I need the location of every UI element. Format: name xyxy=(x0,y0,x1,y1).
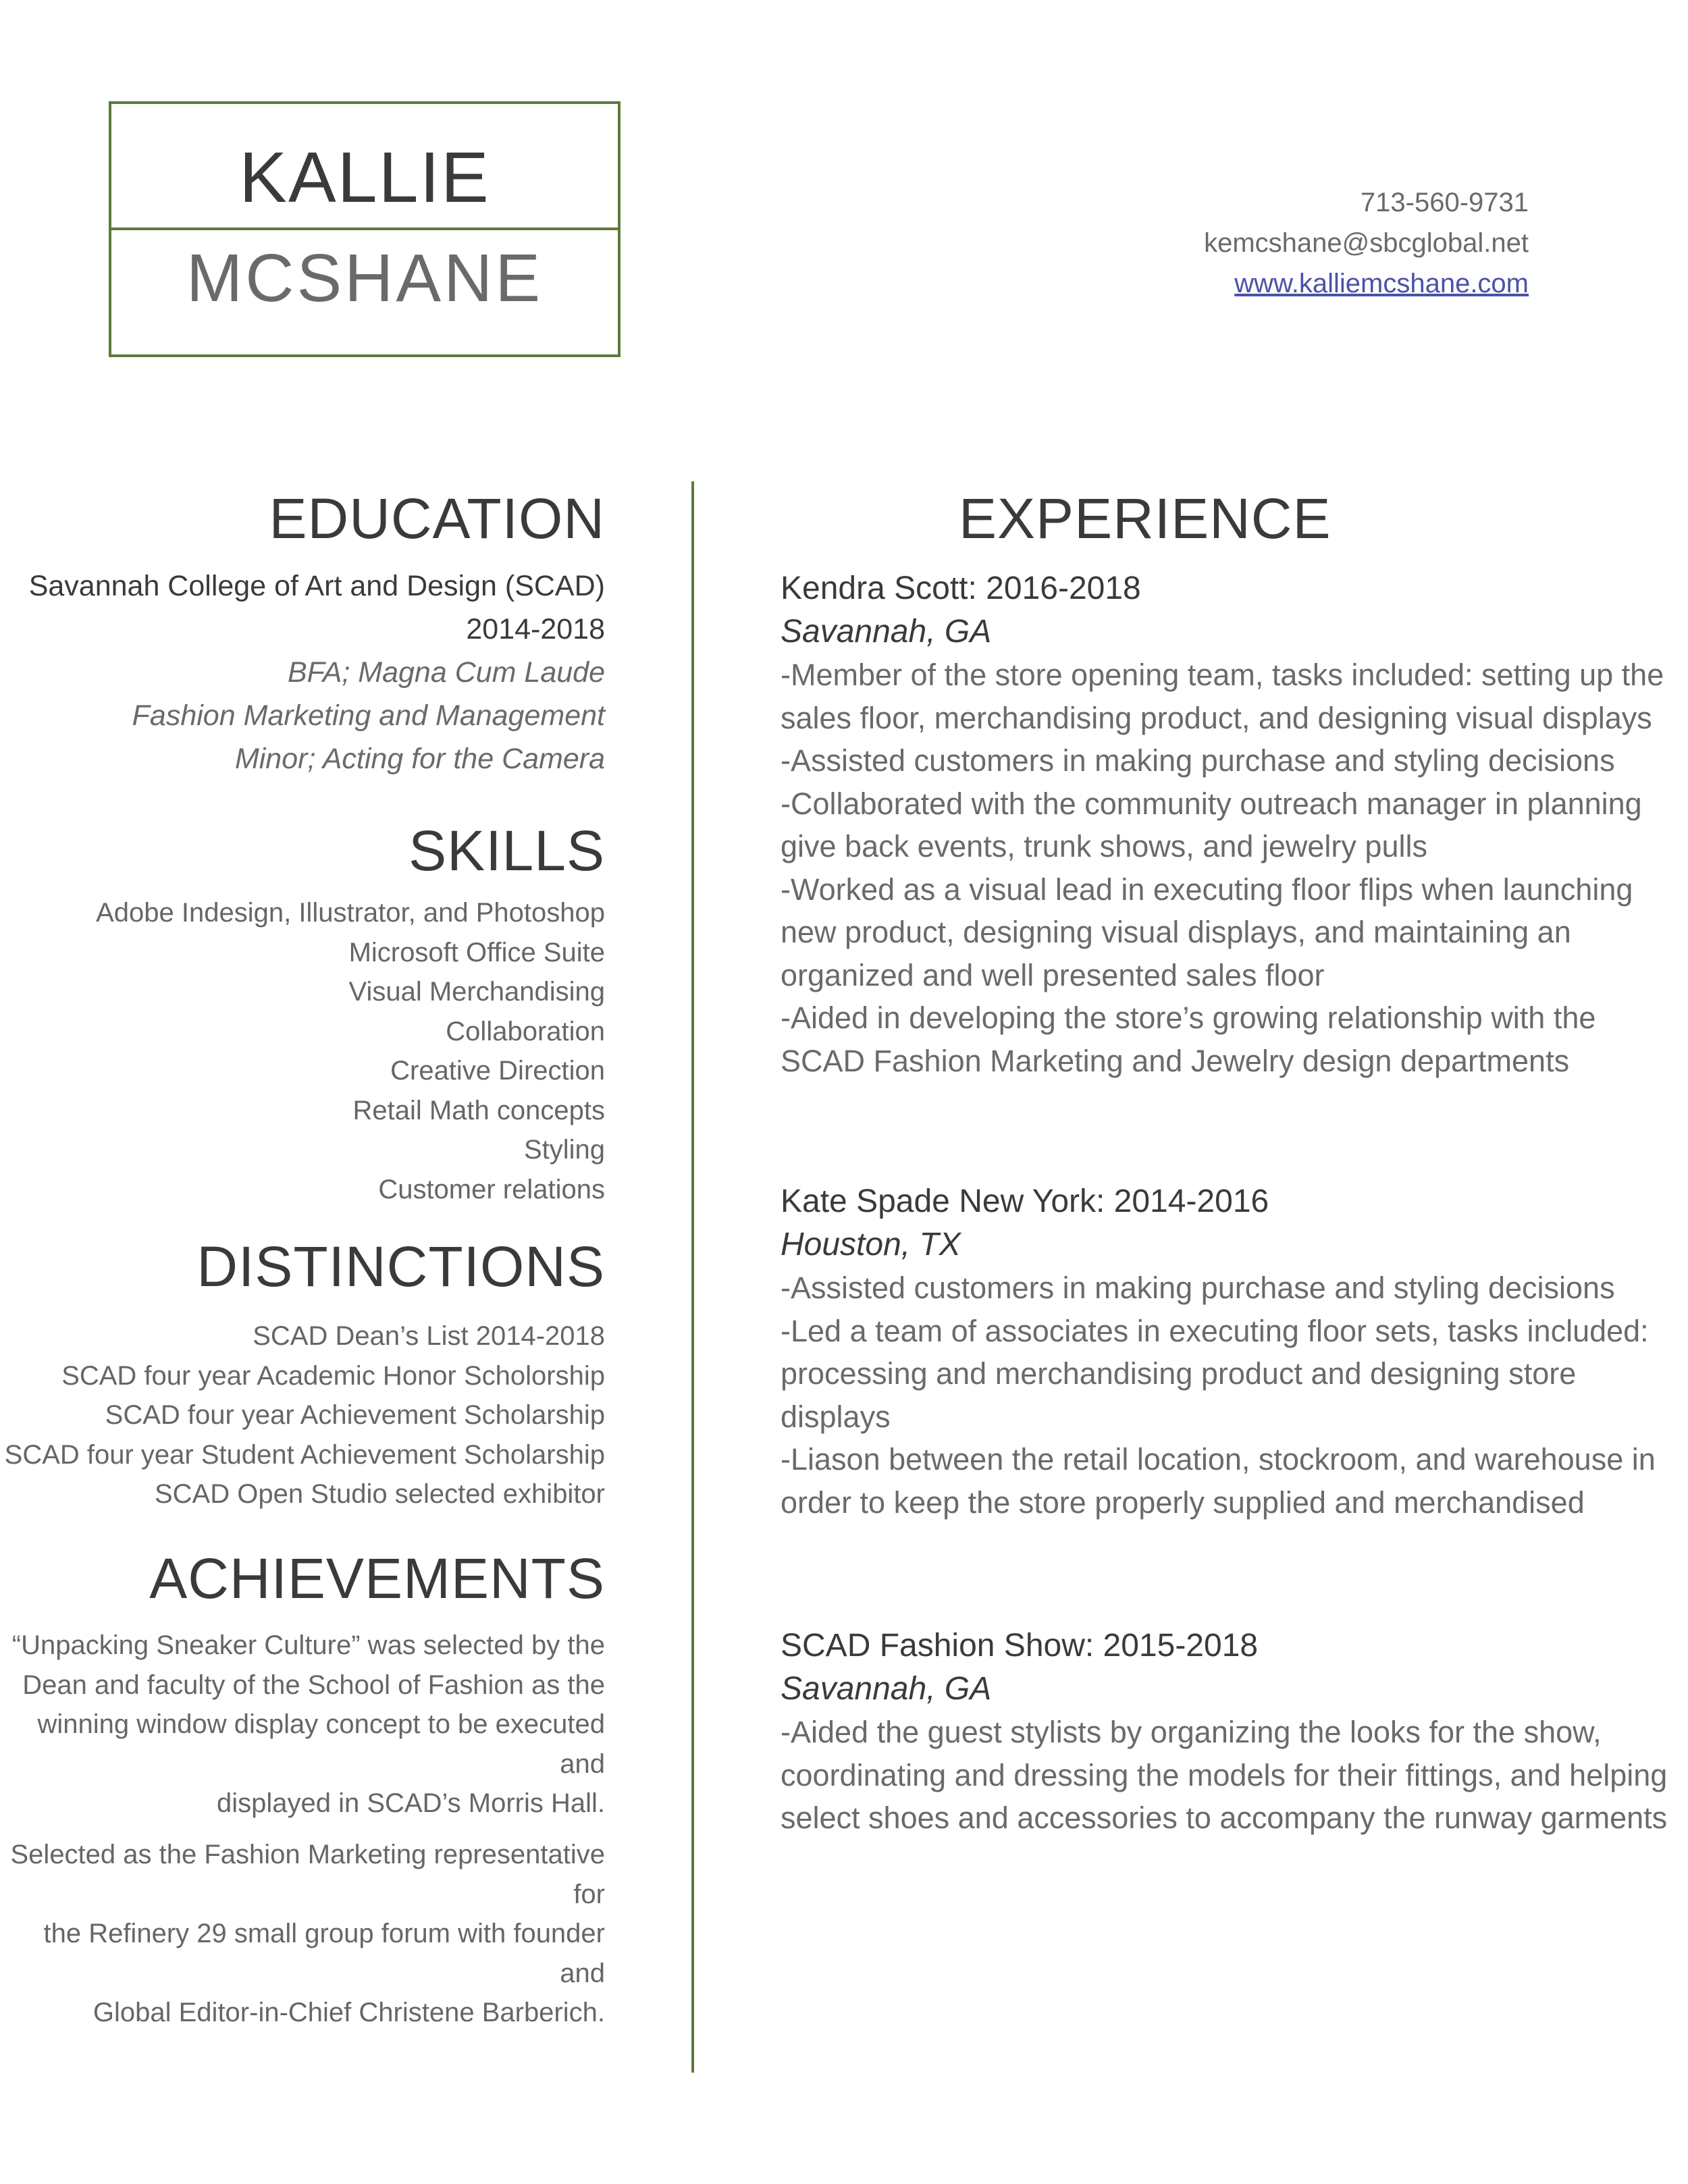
skill-item: Microsoft Office Suite xyxy=(348,937,605,967)
job-location: Savannah, GA xyxy=(781,1671,992,1707)
achievement-line: Dean and faculty of the School of Fashion as the xyxy=(22,1670,605,1700)
job-line: SCAD Fashion Marketing and Jewelry design departments xyxy=(781,1043,1570,1078)
job-line: new product, designing visual displays, and maintaining an xyxy=(781,915,1571,949)
skill-item: Customer relations xyxy=(378,1174,605,1204)
name-divider xyxy=(109,228,621,230)
skills-heading: SKILLS xyxy=(408,819,605,882)
distinction-item: SCAD Open Studio selected exhibitor xyxy=(154,1479,605,1509)
job-line: select shoes and accessories to accompany the runway garments xyxy=(781,1801,1668,1835)
achievement-line: Selected as the Fashion Marketing representative for xyxy=(10,1840,605,1909)
job-location: Savannah, GA xyxy=(781,614,992,649)
achievement-line: the Refinery 29 small group forum with founder and xyxy=(43,1919,605,1988)
job-line: -Member of the store opening team, tasks included: setting up the xyxy=(781,658,1664,692)
website-link[interactable]: www.kalliemcshane.com xyxy=(1234,269,1529,298)
skills-list xyxy=(96,893,605,1209)
achievement-line: Global Editor-in-Chief Christene Barberich. xyxy=(93,1998,605,2027)
skill-item: Visual Merchandising xyxy=(348,977,605,1007)
job-title: SCAD Fashion Show: 2015-2018 xyxy=(781,1628,1259,1663)
skill-item: Retail Math concepts xyxy=(352,1095,605,1125)
job-line: -Liason between the retail location, stockroom, and warehouse in xyxy=(781,1442,1656,1476)
job-line: -Assisted customers in making purchase and styling decisions xyxy=(781,1271,1615,1305)
job-line: organized and well presented sales floor xyxy=(781,957,1325,992)
experience-heading: EXPERIENCE xyxy=(959,487,1331,550)
achievement-paragraph-2 xyxy=(0,1835,605,2033)
job-line: give back events, trunk shows, and jewelry pulls xyxy=(781,829,1427,863)
phone-number: 713-560-9731 xyxy=(1360,188,1529,217)
job-line: sales floor, merchandising product, and designing visual displays xyxy=(781,700,1652,735)
minor: Minor; Acting for the Camera xyxy=(234,743,605,775)
job-description xyxy=(781,654,1664,1082)
contact-block xyxy=(1204,182,1529,304)
education-section xyxy=(29,564,605,780)
distinction-item: SCAD four year Student Achievement Scholarship xyxy=(4,1439,605,1470)
achievement-line: displayed in SCAD’s Morris Hall. xyxy=(217,1788,605,1818)
job-entry xyxy=(781,567,1664,1082)
job-entry xyxy=(781,1624,1667,1840)
skill-item: Adobe Indesign, Illustrator, and Photoshop xyxy=(96,898,605,928)
skill-item: Styling xyxy=(523,1135,605,1165)
job-title: Kendra Scott: 2016-2018 xyxy=(781,570,1141,606)
education-years: 2014-2018 xyxy=(466,613,605,645)
column-divider xyxy=(691,481,694,2073)
skill-item: Collaboration xyxy=(446,1016,605,1046)
major: Fashion Marketing and Management xyxy=(132,699,605,732)
job-description xyxy=(781,1711,1667,1840)
skill-item: Creative Direction xyxy=(390,1056,605,1086)
distinction-item: SCAD Dean’s List 2014-2018 xyxy=(253,1321,605,1351)
last-name: MCSHANE xyxy=(186,240,544,316)
job-line: -Collaborated with the community outreach manager in planning xyxy=(781,786,1642,821)
achievement-line: winning window display concept to be executed and xyxy=(37,1709,605,1779)
school-name: Savannah College of Art and Design (SCAD) xyxy=(28,570,605,602)
job-line: displays xyxy=(781,1399,891,1434)
job-line: -Aided the guest stylists by organizing the looks for the show, xyxy=(781,1715,1602,1749)
degree: BFA; Magna Cum Laude xyxy=(287,656,605,689)
education-heading: EDUCATION xyxy=(269,487,605,550)
job-entry xyxy=(781,1180,1656,1524)
job-description xyxy=(781,1267,1656,1524)
job-line: -Assisted customers in making purchase and styling decisions xyxy=(781,743,1615,778)
job-line: coordinating and dressing the models for their fittings, and helping xyxy=(781,1757,1668,1792)
distinction-item: SCAD four year Academic Honor Scholorship xyxy=(61,1360,605,1391)
job-line: -Led a team of associates in executing floor sets, tasks included: xyxy=(781,1313,1649,1348)
distinction-item: SCAD four year Achievement Scholarship xyxy=(105,1400,605,1430)
distinctions-heading: DISTINCTIONS xyxy=(196,1235,605,1298)
distinctions-list xyxy=(5,1316,605,1514)
achievement-paragraph-1 xyxy=(0,1626,605,1823)
achievements-heading: ACHIEVEMENTS xyxy=(149,1547,605,1610)
email-address: kemcshane@sbcglobal.net xyxy=(1204,228,1529,258)
job-title: Kate Spade New York: 2014-2016 xyxy=(781,1183,1269,1219)
job-line: -Aided in developing the store’s growing relationship with the xyxy=(781,1001,1596,1035)
first-name: KALLIE xyxy=(239,138,490,217)
job-line: -Worked as a visual lead in executing floor flips when launching xyxy=(781,872,1633,907)
job-line: processing and merchandising product and designing store xyxy=(781,1356,1577,1391)
job-line: order to keep the store properly supplied and merchandised xyxy=(781,1485,1585,1520)
job-location: Houston, TX xyxy=(781,1227,961,1262)
achievement-line: “Unpacking Sneaker Culture” was selected by the xyxy=(11,1630,605,1660)
